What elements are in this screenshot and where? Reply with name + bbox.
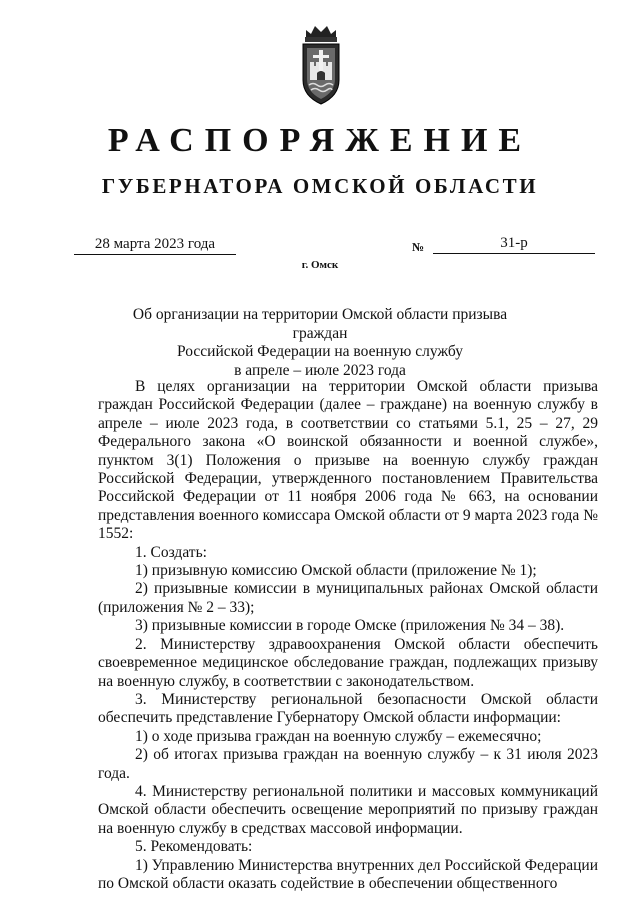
- omsk-coat-of-arms-icon: [296, 22, 346, 108]
- body-paragraph: 3. Министерству региональной безопасности Омской области обеспечить представление Губернатору Омской области информации:: [98, 690, 598, 727]
- preamble-paragraph: В целях организации на территории Омской области призыва граждан Российской Федерации (далее – граждане) на военную службу в апреле – июле 2023 года, в соответствии со статьями 5.1, 25 – 27, 29 Федерального закона «О воинской обязанности и военной службе», пунктом 3(1) Положения о призыве на военную службу граждан Российской Федерации, утвержденного постановлением Правительства Российской Федерации от 11 ноября 2006 года № 663, на основании представления военного комиссара Омской области от 9 марта 2023 года № 1552:: [98, 378, 598, 543]
- subject-line: Об организации на территории Омской области призыва граждан: [132, 306, 508, 342]
- number-label: №: [412, 240, 425, 254]
- body-paragraph: 4. Министерству региональной политики и массовых коммуникаций Омской области обеспечить освещение мероприятий по призыву граждан на военную службу в средствах массовой информации.: [98, 782, 598, 837]
- document-number: 31-р: [433, 235, 595, 254]
- body-paragraph: 1) призывную комиссию Омской области (приложение № 1);: [135, 562, 537, 580]
- subject-line: Российской Федерации на военную службу: [177, 343, 463, 360]
- body-paragraph: 1) о ходе призыва граждан на военную службу – ежемесячно;: [135, 727, 542, 745]
- body-paragraph: 2) призывные комиссии в муниципальных районах Омской области (приложения № 2 – 33);: [98, 580, 598, 616]
- body-paragraph: 1. Создать:: [135, 543, 207, 561]
- document-body: [98, 378, 598, 893]
- body-paragraph: 5. Рекомендовать:: [135, 838, 253, 856]
- subject-line: в апреле – июле 2023 года: [234, 361, 406, 379]
- issuer-title: ГУБЕРНАТОРА ОМСКОЙ ОБЛАСТИ: [101, 174, 539, 198]
- city-name: г. Омск: [301, 259, 339, 271]
- body-paragraph: 2) об итогах призыва граждан на военную службу – к 31 июля 2023 года.: [98, 746, 598, 782]
- document-date: 28 марта 2023 года: [74, 236, 236, 255]
- body-paragraph: 2. Министерству здравоохранения Омской области обеспечить своевременное медицинское обследование граждан, подлежащих призыву на военную службу, в соответствии с законодательством.: [98, 635, 598, 690]
- document-title: РАСПОРЯЖЕНИЕ: [107, 122, 533, 159]
- emblem: [296, 22, 346, 108]
- body-paragraph: 3) призывные комиссии в городе Омске (приложения № 34 – 38).: [135, 617, 565, 635]
- body-paragraph: 1) Управлению Министерства внутренних дел Российской Федерации по Омской области оказать содействие в обеспечении общественного: [98, 856, 598, 892]
- document-subject: [110, 306, 530, 380]
